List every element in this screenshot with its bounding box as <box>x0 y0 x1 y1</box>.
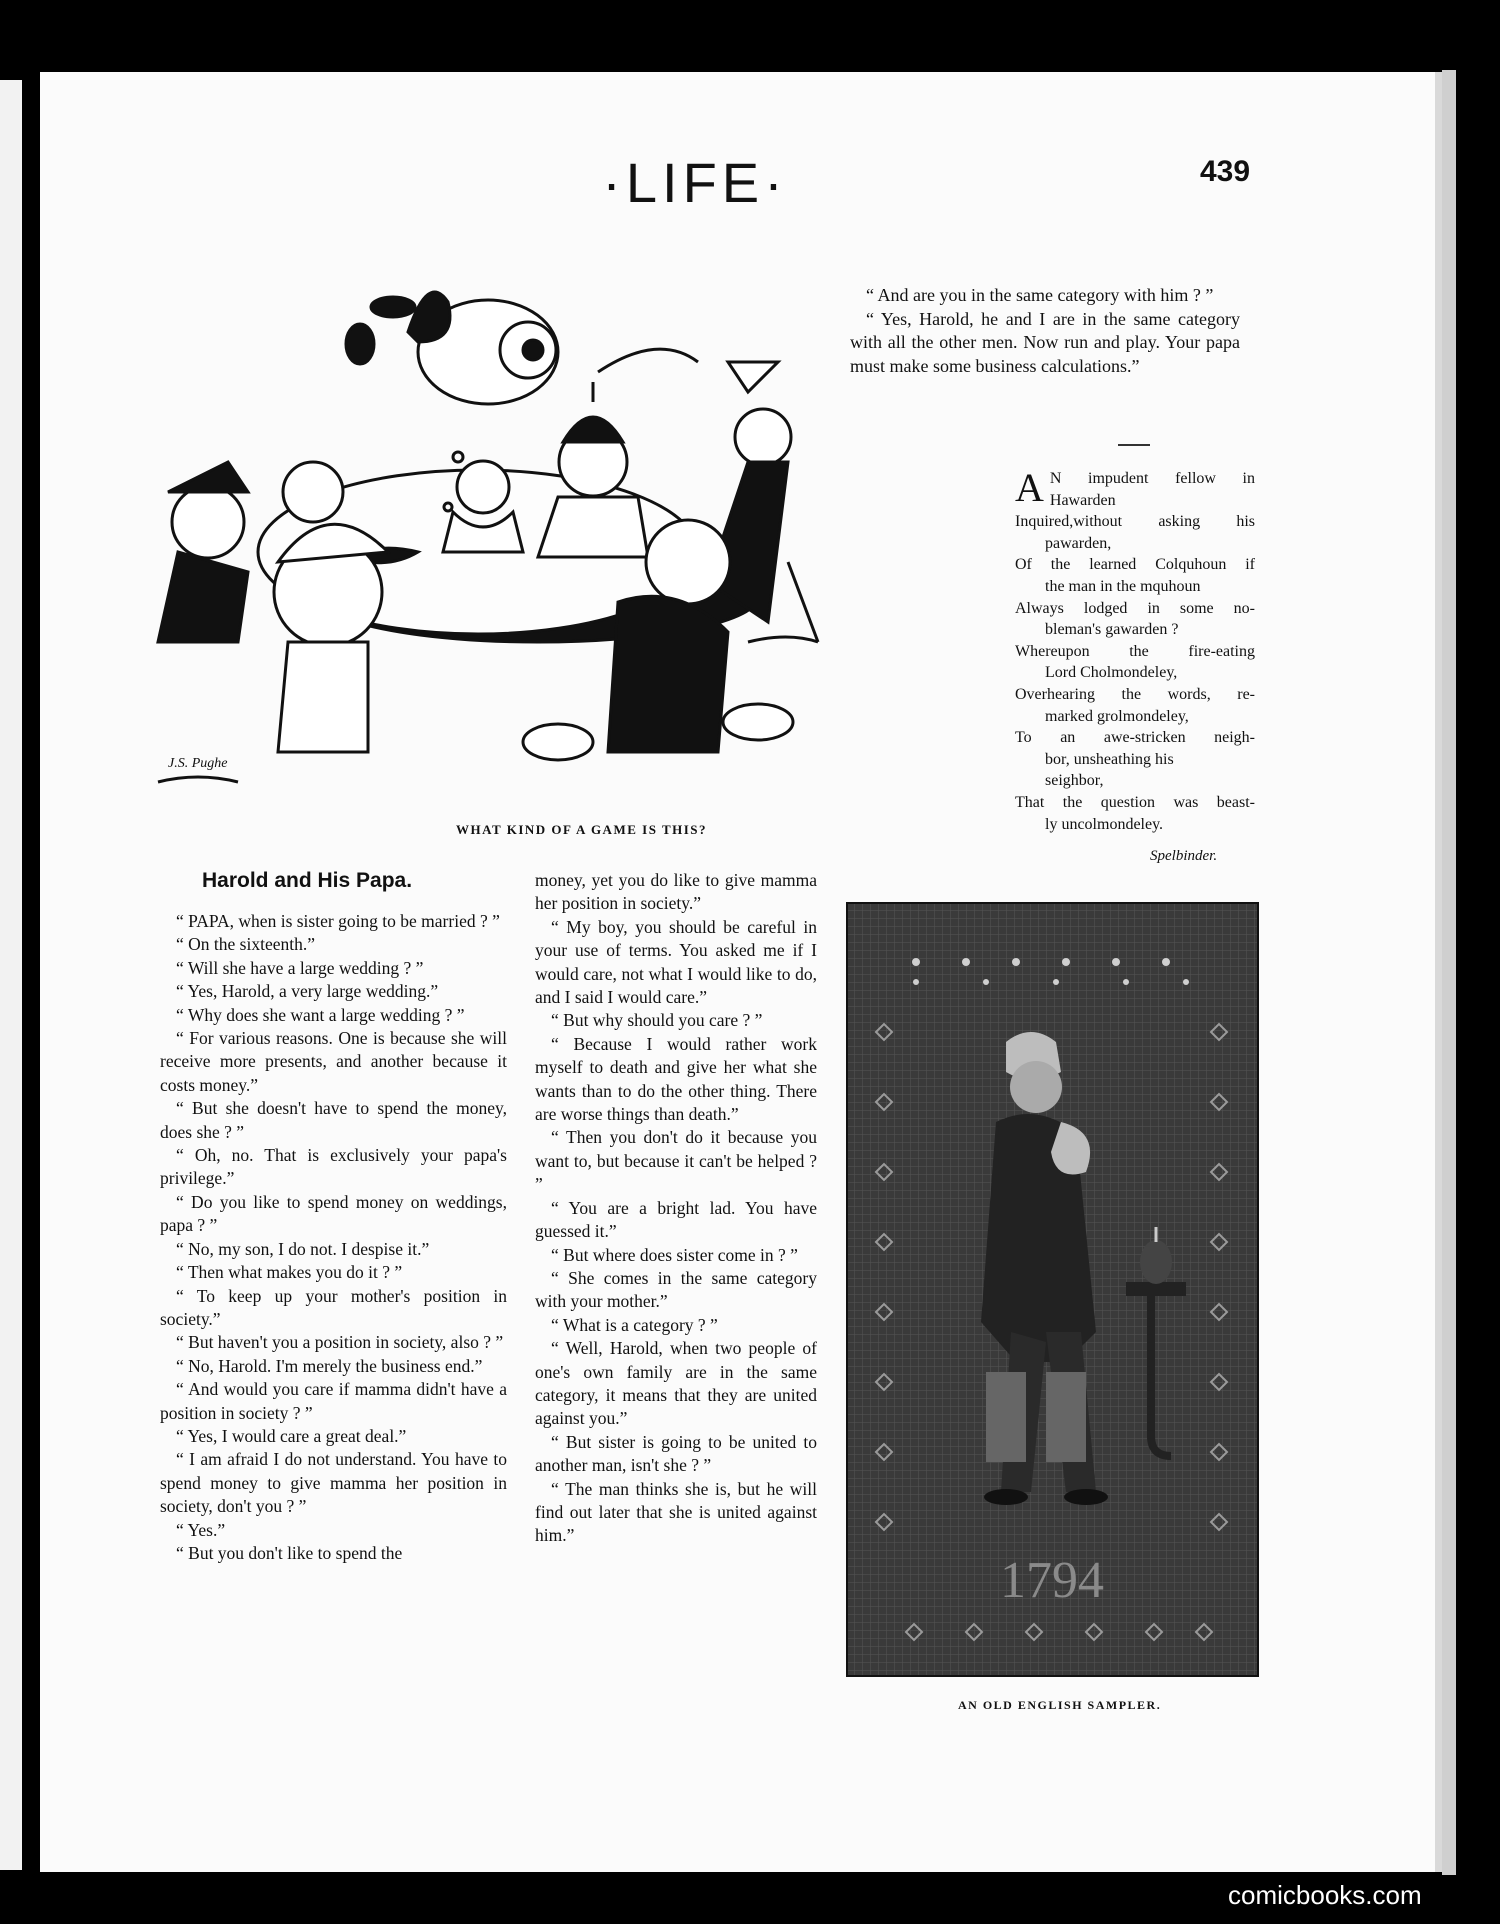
poem-signature: Spelbinder. <box>1150 848 1218 864</box>
sampler-illustration <box>846 902 1259 1677</box>
facing-page-edge <box>0 80 22 1870</box>
top-right-text <box>850 284 1240 378</box>
paragraph: “ But why should you care ? ” <box>551 1010 763 1031</box>
poem-line: Lord Cholmondeley, <box>1045 664 1178 682</box>
paragraph: “ But you don't like to spend the <box>176 1542 403 1563</box>
article-title: Harold and His Papa. <box>202 869 413 892</box>
poem-line: seighbor, <box>1045 772 1104 790</box>
poem-line: That the question was beast- <box>1015 793 1255 811</box>
poem-line: Of the learned Colquhoun if <box>1015 556 1255 574</box>
poem-line: ly uncolmondeley. <box>1045 815 1164 833</box>
paragraph: “ But sister is going to be united to another man, isn't she ? ” <box>535 1431 817 1476</box>
page-edge-shadow <box>1442 70 1456 1875</box>
masthead: ·LIFE· <box>602 151 788 214</box>
paragraph: money, yet you do like to give mamma her position in society.” <box>535 870 817 914</box>
paragraph: “ My boy, you should be careful in your use of terms. You asked me if I would care, not what I would like to do, and I said I would care.” <box>535 916 817 1008</box>
poem-line: the man in the mquhoun <box>1045 577 1201 595</box>
paragraph: “ Then what makes you do it ? ” <box>176 1262 403 1283</box>
paragraph: “ What is a category ? ” <box>551 1314 718 1335</box>
poem-line: bor, unsheathing his <box>1045 750 1174 768</box>
limerick-poem <box>1015 465 1255 835</box>
paragraph: “ No, my son, I do not. I despise it.” <box>176 1238 430 1259</box>
paragraph: “ The man thinks she is, but he will find out later that she is united against him.” <box>535 1478 817 1546</box>
sampler-year: 1794 <box>1000 1552 1104 1609</box>
article-column-2 <box>535 869 817 1548</box>
paragraph: “ Yes, Harold, a very large wedding.” <box>176 981 439 1002</box>
paragraph: “ Do you like to spend money on weddings, papa ? ” <box>160 1191 507 1236</box>
page-number: 439 <box>1200 155 1251 188</box>
paragraph: “ To keep up your mother's position in society.” <box>160 1285 507 1329</box>
paragraph: “ Because I would rather work myself to death and give her what she wants than to do the other thing. There are worse things than death.” <box>535 1033 817 1125</box>
paragraph: “ And would you care if mamma didn't have a position in society ? ” <box>160 1379 507 1423</box>
paragraph: “ Then you don't do it because you want to, but because it can't be helped ? ” <box>535 1127 817 1195</box>
poem-line: bleman's gawarden ? <box>1045 621 1179 639</box>
paragraph: “ Why does she want a large wedding ? ” <box>176 1004 465 1025</box>
drop-cap: A <box>1015 465 1044 510</box>
paragraph: “ Will she have a large wedding ? ” <box>176 957 424 978</box>
poem-line: marked grolmondeley, <box>1045 707 1189 725</box>
paragraph: “ Well, Harold, when two people of one's own family are in the same category, it means that they are united against you.” <box>535 1338 817 1429</box>
paragraph: “ Yes.” <box>176 1519 226 1540</box>
paragraph: “ You are a bright lad. You have guessed it.” <box>535 1197 817 1242</box>
poem-line: To an awe-stricken neigh- <box>1015 729 1255 747</box>
cartoon-illustration <box>148 262 828 807</box>
paragraph: “ For various reasons. One is because she will receive more presents, and another because it costs money.” <box>160 1028 507 1095</box>
poem-line: pawarden, <box>1045 534 1112 552</box>
paragraph: “ She comes in the same category with your mother.” <box>535 1267 817 1312</box>
paragraph: “ I am afraid I do not understand. You have to spend money to give mamma her position in society, don't you ? ” <box>160 1449 507 1517</box>
watermark: comicbooks.com <box>1228 1880 1422 1910</box>
article-column-1 <box>160 910 507 1565</box>
paragraph: “ Yes, Harold, he and I are in the same category with all the other men. Now run and play. Your papa must make some business calculations.” <box>850 308 1240 376</box>
paragraph: “ But haven't you a position in society, also ? ” <box>176 1332 504 1353</box>
poem-line: Whereupon the fire-eating <box>1015 642 1255 660</box>
paragraph: “ And are you in the same category with him ? ” <box>866 285 1214 305</box>
cartoon-signature: J.S. Pughe <box>168 756 228 771</box>
poem-line: N impudent fellow in <box>1049 470 1255 487</box>
paragraph: “ No, Harold. I'm merely the business end.” <box>176 1355 483 1376</box>
paragraph: “ But where does sister come in ? ” <box>551 1244 798 1265</box>
paragraph: “ Oh, no. That is exclusively your papa's privilege.” <box>160 1145 507 1189</box>
paragraph: “ PAPA, when is sister going to be married ? ” <box>176 911 500 931</box>
paragraph: “ On the sixteenth.” <box>176 934 315 955</box>
poem-line: Hawarden <box>1049 491 1116 509</box>
paragraph: “ Yes, I would care a great deal.” <box>176 1425 407 1446</box>
divider <box>1118 444 1150 446</box>
poem-line: Inquired,without asking his <box>1015 513 1255 531</box>
paragraph: “ But she doesn't have to spend the money, does she ? ” <box>160 1098 507 1142</box>
cartoon-caption: WHAT KIND OF A GAME IS THIS? <box>456 822 708 837</box>
poem-line: Overhearing the words, re- <box>1015 685 1255 703</box>
sampler-caption: AN OLD ENGLISH SAMPLER. <box>958 1698 1162 1712</box>
poem-line: Always lodged in some no- <box>1015 599 1255 617</box>
